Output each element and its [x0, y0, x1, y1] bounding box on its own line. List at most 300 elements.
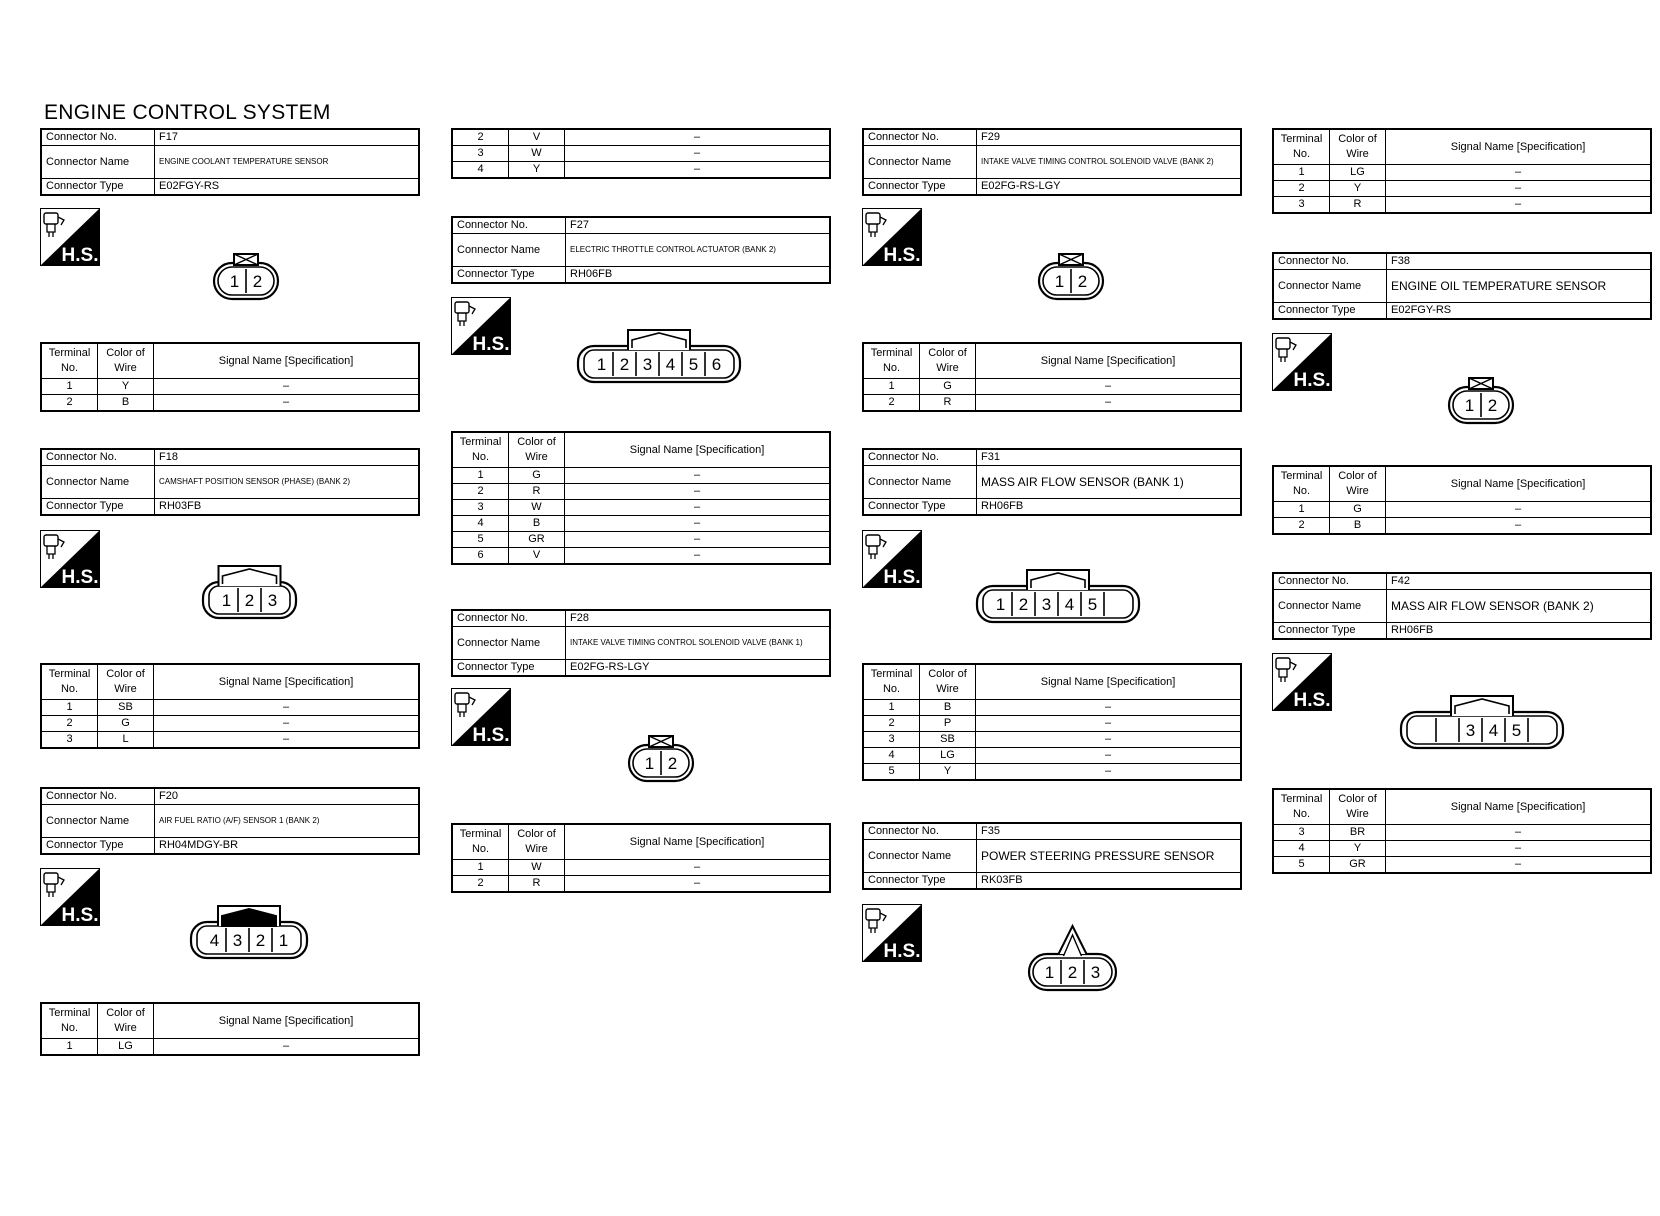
connector-name-label: Connector Name: [863, 840, 977, 873]
terminal-no: 4: [452, 516, 509, 532]
terminal-no: 6: [452, 548, 509, 565]
wire-color: R: [1330, 197, 1386, 214]
signal-name-header: Signal Name [Specification]: [565, 824, 831, 860]
terminal-no: 1: [41, 379, 98, 395]
terminal-no-header: Terminal No.: [41, 1003, 98, 1039]
wire-color-header: Color of Wire: [98, 664, 154, 700]
wire-color-header: Color of Wire: [1330, 789, 1386, 825]
connector-name-value: MASS AIR FLOW SENSOR (BANK 1): [977, 466, 1242, 499]
harness-side-icon: [862, 904, 922, 962]
signal-name: –: [976, 395, 1242, 412]
signal-name: –: [1386, 825, 1652, 841]
terminal-no-header: Terminal No.: [41, 664, 98, 700]
connector-type-value: E02FGY-RS: [155, 179, 420, 196]
wire-color: L: [98, 732, 154, 749]
terminal-row: [863, 395, 1241, 412]
terminal-table: [451, 128, 831, 179]
connector-no-label: Connector No.: [41, 449, 155, 466]
wire-color-header: Color of Wire: [98, 1003, 154, 1039]
connector-type-label: Connector Type: [1273, 623, 1387, 640]
connector-pin-label: 2: [619, 355, 630, 374]
terminal-no-header: Terminal No.: [452, 824, 509, 860]
connector-face: [1018, 918, 1127, 990]
terminal-table: [1272, 788, 1652, 874]
terminal-table: [862, 663, 1242, 781]
signal-name: –: [1386, 841, 1652, 857]
connector-no-value: F20: [155, 788, 420, 805]
terminal-row: [452, 500, 830, 516]
wire-color: B: [509, 516, 565, 532]
signal-name: –: [565, 876, 831, 893]
terminal-no: 2: [863, 716, 920, 732]
terminal-no-header: Terminal No.: [1273, 466, 1330, 502]
connector-no-value: F35: [977, 823, 1242, 840]
connector-pin-label: 3: [267, 591, 277, 610]
connector-name-value: CAMSHAFT POSITION SENSOR (PHASE) (BANK 2): [155, 466, 420, 499]
connector-pin-label: 3: [1465, 721, 1476, 740]
wire-color: B: [98, 395, 154, 412]
wire-color: W: [509, 500, 565, 516]
signal-name: –: [976, 748, 1242, 764]
connector-no-value: F27: [566, 217, 831, 234]
wire-color: Y: [1330, 841, 1386, 857]
connector-pin-label: 1: [221, 591, 231, 610]
signal-name: –: [976, 716, 1242, 732]
connector-pin-label: 6: [711, 355, 722, 374]
connector-face: [195, 556, 304, 618]
connector-face: [203, 237, 289, 299]
wire-color: G: [920, 379, 976, 395]
connector-pin-label: 2: [1018, 595, 1029, 614]
connector-pin-label: 1: [1464, 396, 1475, 415]
harness-side-icon: [451, 688, 511, 746]
terminal-row: [452, 548, 830, 565]
terminal-no: 3: [41, 732, 98, 749]
connector-type-value: RK03FB: [977, 873, 1242, 890]
terminal-table: [451, 823, 831, 893]
connector-no-label: Connector No.: [863, 823, 977, 840]
terminal-no: 1: [863, 700, 920, 716]
connector-name-label: Connector Name: [863, 146, 977, 179]
signal-name: –: [565, 500, 831, 516]
wire-color-header: Color of Wire: [509, 432, 565, 468]
signal-name: –: [565, 532, 831, 548]
terminal-row: [452, 468, 830, 484]
terminal-row: [452, 146, 830, 162]
connector-pin-label: 1: [1044, 963, 1054, 982]
terminal-row: [863, 732, 1241, 748]
connector-pin-label: 2: [255, 931, 266, 950]
connector-no-label: Connector No.: [1273, 253, 1387, 270]
terminal-no: 1: [1273, 165, 1330, 181]
wire-color: R: [509, 876, 565, 893]
signal-name: –: [565, 484, 831, 500]
terminal-row: [863, 379, 1241, 395]
terminal-row: [41, 1039, 419, 1056]
terminal-no: 4: [863, 748, 920, 764]
terminal-no-header: Terminal No.: [863, 343, 920, 379]
terminal-row: [41, 700, 419, 716]
connector-type-label: Connector Type: [863, 179, 977, 196]
terminal-row: [863, 748, 1241, 764]
signal-name: –: [565, 548, 831, 565]
wire-color: G: [98, 716, 154, 732]
wire-color-header: Color of Wire: [98, 343, 154, 379]
signal-name: –: [565, 860, 831, 876]
terminal-table: [1272, 465, 1652, 535]
connector-type-label: Connector Type: [863, 499, 977, 516]
wire-color: W: [509, 146, 565, 162]
terminal-row: [41, 379, 419, 395]
signal-name: –: [1386, 197, 1652, 214]
terminal-row: [41, 732, 419, 749]
terminal-row: [1273, 181, 1651, 197]
wire-color: LG: [98, 1039, 154, 1056]
connector-type-value: E02FGY-RS: [1387, 303, 1652, 320]
connector-no-label: Connector No.: [452, 610, 566, 627]
connector-no-value: F31: [977, 449, 1242, 466]
wire-color: Y: [1330, 181, 1386, 197]
signal-name: –: [1386, 857, 1652, 874]
wire-color-header: Color of Wire: [920, 664, 976, 700]
terminal-no: 2: [452, 876, 509, 893]
connector-name-value: MASS AIR FLOW SENSOR (BANK 2): [1387, 590, 1652, 623]
connector-pin-label: 2: [1487, 396, 1498, 415]
terminal-no: 5: [1273, 857, 1330, 874]
signal-name: –: [565, 516, 831, 532]
connector-no-label: Connector No.: [863, 129, 977, 146]
hs-label: H.S.: [472, 334, 510, 355]
connector-pin-label: 4: [209, 931, 220, 950]
wire-color: Y: [920, 764, 976, 781]
terminal-row: [452, 532, 830, 548]
wire-color: G: [509, 468, 565, 484]
terminal-table: [451, 431, 831, 565]
terminal-no-header: Terminal No.: [1273, 789, 1330, 825]
connector-no-label: Connector No.: [41, 129, 155, 146]
connector-pin-label: 5: [1087, 595, 1098, 614]
wire-color-header: Color of Wire: [1330, 129, 1386, 165]
hs-label: H.S.: [883, 941, 921, 962]
terminal-table: [1272, 128, 1652, 214]
connector-type-value: RH04MDGY-BR: [155, 838, 420, 855]
connector-face: [1028, 237, 1114, 299]
connector-pin-label: 1: [644, 754, 655, 773]
hs-label: H.S.: [472, 725, 510, 746]
connector-name-value: AIR FUEL RATIO (A/F) SENSOR 1 (BANK 2): [155, 805, 420, 838]
terminal-no: 4: [452, 162, 509, 179]
hs-label: H.S.: [61, 905, 99, 926]
harness-side-icon: [862, 530, 922, 588]
connector-no-value: F42: [1387, 573, 1652, 590]
terminal-no: 1: [452, 860, 509, 876]
connector-type-label: Connector Type: [863, 873, 977, 890]
signal-name-header: Signal Name [Specification]: [1386, 129, 1652, 165]
signal-name: –: [1386, 181, 1652, 197]
hs-label: H.S.: [61, 245, 99, 266]
connector-pin-label: 3: [1090, 963, 1100, 982]
wire-color: SB: [920, 732, 976, 748]
connector-type-label: Connector Type: [41, 838, 155, 855]
connector-name-label: Connector Name: [41, 466, 155, 499]
terminal-no: 5: [452, 532, 509, 548]
signal-name: –: [976, 379, 1242, 395]
terminal-no: 4: [1273, 841, 1330, 857]
terminal-no: 3: [452, 146, 509, 162]
signal-name: –: [154, 700, 420, 716]
terminal-row: [1273, 518, 1651, 535]
terminal-row: [1273, 841, 1651, 857]
terminal-no: 1: [452, 468, 509, 484]
connector-type-value: RH06FB: [1387, 623, 1652, 640]
connector-type-label: Connector Type: [1273, 303, 1387, 320]
signal-name-header: Signal Name [Specification]: [1386, 466, 1652, 502]
connector-info-table: [40, 787, 420, 855]
wire-color: GR: [1330, 857, 1386, 874]
connector-pin-label: 1: [1054, 272, 1065, 291]
connector-name-label: Connector Name: [41, 146, 155, 179]
signal-name: –: [565, 129, 831, 146]
connector-info-table: [40, 448, 420, 516]
wire-color: SB: [98, 700, 154, 716]
wire-color: W: [509, 860, 565, 876]
terminal-table: [862, 342, 1242, 412]
connector-pin-label: 4: [665, 355, 676, 374]
terminal-row: [452, 516, 830, 532]
wire-color: Y: [509, 162, 565, 179]
harness-side-icon: [1272, 333, 1332, 391]
connector-type-label: Connector Type: [41, 499, 155, 516]
terminal-no: 5: [863, 764, 920, 781]
connector-info-table: [451, 216, 831, 284]
connector-type-value: RH06FB: [977, 499, 1242, 516]
connector-pin-label: 3: [232, 931, 243, 950]
connector-pin-label: 3: [642, 355, 653, 374]
connector-info-table: [40, 128, 420, 196]
wire-color: LG: [920, 748, 976, 764]
connector-face: [1438, 361, 1524, 423]
connector-name-label: Connector Name: [1273, 590, 1387, 623]
terminal-no-header: Terminal No.: [41, 343, 98, 379]
signal-name: –: [565, 468, 831, 484]
connector-type-label: Connector Type: [41, 179, 155, 196]
connector-name-value: INTAKE VALVE TIMING CONTROL SOLENOID VALVE (BANK 1): [566, 627, 831, 660]
connector-pin-label: 5: [1511, 721, 1522, 740]
signal-name: –: [154, 1039, 420, 1056]
wire-color: LG: [1330, 165, 1386, 181]
connector-face: [183, 896, 315, 958]
terminal-row: [452, 860, 830, 876]
wire-color-header: Color of Wire: [1330, 466, 1386, 502]
page-title: ENGINE CONTROL SYSTEM: [44, 101, 331, 124]
terminal-no-header: Terminal No.: [1273, 129, 1330, 165]
wire-color: R: [920, 395, 976, 412]
connector-type-label: Connector Type: [452, 660, 566, 677]
wire-color: B: [920, 700, 976, 716]
signal-name: –: [1386, 165, 1652, 181]
connector-info-table: [1272, 572, 1652, 640]
terminal-no: 3: [452, 500, 509, 516]
connector-no-value: F38: [1387, 253, 1652, 270]
connector-pin-label: 2: [244, 591, 254, 610]
terminal-row: [1273, 857, 1651, 874]
terminal-row: [863, 716, 1241, 732]
signal-name-header: Signal Name [Specification]: [154, 343, 420, 379]
connector-pin-label: 1: [596, 355, 607, 374]
connector-name-value: POWER STEERING PRESSURE SENSOR: [977, 840, 1242, 873]
connector-pin-label: 1: [278, 931, 289, 950]
signal-name: –: [154, 732, 420, 749]
connector-pin-label: 4: [1064, 595, 1075, 614]
terminal-row: [452, 129, 830, 146]
terminal-no: 1: [863, 379, 920, 395]
wire-color: BR: [1330, 825, 1386, 841]
wire-color: B: [1330, 518, 1386, 535]
signal-name: –: [154, 716, 420, 732]
signal-name: –: [565, 162, 831, 179]
harness-side-icon: [1272, 653, 1332, 711]
signal-name-header: Signal Name [Specification]: [154, 1003, 420, 1039]
harness-side-icon: [40, 868, 100, 926]
connector-name-label: Connector Name: [1273, 270, 1387, 303]
signal-name: –: [976, 764, 1242, 781]
terminal-no: 2: [1273, 518, 1330, 535]
connector-pin-label: 2: [252, 272, 263, 291]
hs-label: H.S.: [883, 245, 921, 266]
terminal-no-header: Terminal No.: [452, 432, 509, 468]
connector-name-value: ENGINE OIL TEMPERATURE SENSOR: [1387, 270, 1652, 303]
terminal-row: [41, 716, 419, 732]
terminal-row: [452, 876, 830, 893]
terminal-row: [41, 395, 419, 412]
connector-pin-label: 1: [995, 595, 1006, 614]
wire-color: GR: [509, 532, 565, 548]
signal-name-header: Signal Name [Specification]: [565, 432, 831, 468]
terminal-row: [452, 484, 830, 500]
connector-name-label: Connector Name: [863, 466, 977, 499]
terminal-row: [1273, 502, 1651, 518]
terminal-no: 2: [41, 395, 98, 412]
signal-name: –: [154, 379, 420, 395]
terminal-row: [452, 162, 830, 179]
connector-type-value: RH06FB: [566, 267, 831, 284]
terminal-table: [40, 663, 420, 749]
harness-side-icon: [862, 208, 922, 266]
connector-info-table: [862, 448, 1242, 516]
signal-name: –: [976, 700, 1242, 716]
terminal-no: 3: [1273, 197, 1330, 214]
connector-info-table: [1272, 252, 1652, 320]
terminal-row: [1273, 197, 1651, 214]
signal-name: –: [154, 395, 420, 412]
connector-pin-label: 2: [1077, 272, 1088, 291]
connector-pin-label: 2: [1067, 963, 1077, 982]
connector-no-label: Connector No.: [41, 788, 155, 805]
hs-label: H.S.: [61, 567, 99, 588]
harness-side-icon: [40, 208, 100, 266]
connector-type-value: E02FG-RS-LGY: [977, 179, 1242, 196]
connector-name-value: ENGINE COOLANT TEMPERATURE SENSOR: [155, 146, 420, 179]
harness-side-icon: [40, 530, 100, 588]
terminal-no: 1: [1273, 502, 1330, 518]
connector-name-value: ELECTRIC THROTTLE CONTROL ACTUATOR (BANK 2): [566, 234, 831, 267]
harness-side-icon: [451, 297, 511, 355]
connector-pin-label: 5: [688, 355, 699, 374]
wire-color-header: Color of Wire: [920, 343, 976, 379]
terminal-table: [40, 342, 420, 412]
signal-name-header: Signal Name [Specification]: [154, 664, 420, 700]
connector-no-value: F29: [977, 129, 1242, 146]
connector-no-value: F18: [155, 449, 420, 466]
hs-label: H.S.: [1293, 370, 1331, 391]
connector-pin-label: 1: [229, 272, 240, 291]
wire-color: G: [1330, 502, 1386, 518]
connector-face: [1393, 686, 1571, 748]
connector-pin-label: 2: [667, 754, 678, 773]
connector-no-label: Connector No.: [452, 217, 566, 234]
hs-label: H.S.: [883, 567, 921, 588]
connector-name-label: Connector Name: [452, 234, 566, 267]
connector-no-value: F17: [155, 129, 420, 146]
terminal-no-header: Terminal No.: [863, 664, 920, 700]
terminal-no: 2: [863, 395, 920, 412]
wire-color-header: Color of Wire: [509, 824, 565, 860]
connector-type-value: RH03FB: [155, 499, 420, 516]
terminal-no: 3: [863, 732, 920, 748]
terminal-table: [40, 1002, 420, 1056]
connector-name-value: INTAKE VALVE TIMING CONTROL SOLENOID VALVE (BANK 2): [977, 146, 1242, 179]
connector-no-label: Connector No.: [1273, 573, 1387, 590]
connector-info-table: [451, 609, 831, 677]
signal-name: –: [565, 146, 831, 162]
wire-color: P: [920, 716, 976, 732]
wire-color: Y: [98, 379, 154, 395]
hs-label: H.S.: [1293, 690, 1331, 711]
terminal-no: 1: [41, 700, 98, 716]
terminal-no: 3: [1273, 825, 1330, 841]
signal-name-header: Signal Name [Specification]: [976, 664, 1242, 700]
connector-face: [570, 320, 748, 382]
terminal-no: 2: [1273, 181, 1330, 197]
connector-pin-label: 4: [1488, 721, 1499, 740]
terminal-no: 2: [452, 129, 509, 146]
terminal-row: [1273, 165, 1651, 181]
wire-color: V: [509, 129, 565, 146]
signal-name: –: [1386, 502, 1652, 518]
signal-name-header: Signal Name [Specification]: [976, 343, 1242, 379]
connector-no-label: Connector No.: [863, 449, 977, 466]
signal-name: –: [1386, 518, 1652, 535]
terminal-no: 2: [452, 484, 509, 500]
connector-face: [969, 560, 1147, 622]
wire-color: V: [509, 548, 565, 565]
terminal-row: [863, 700, 1241, 716]
terminal-row: [863, 764, 1241, 781]
terminal-row: [1273, 825, 1651, 841]
connector-type-label: Connector Type: [452, 267, 566, 284]
signal-name: –: [976, 732, 1242, 748]
connector-name-label: Connector Name: [452, 627, 566, 660]
terminal-no: 2: [41, 716, 98, 732]
signal-name-header: Signal Name [Specification]: [1386, 789, 1652, 825]
connector-name-label: Connector Name: [41, 805, 155, 838]
connector-info-table: [862, 822, 1242, 890]
terminal-no: 1: [41, 1039, 98, 1056]
connector-pin-label: 3: [1041, 595, 1052, 614]
connector-type-value: E02FG-RS-LGY: [566, 660, 831, 677]
connector-info-table: [862, 128, 1242, 196]
connector-face: [618, 719, 704, 781]
